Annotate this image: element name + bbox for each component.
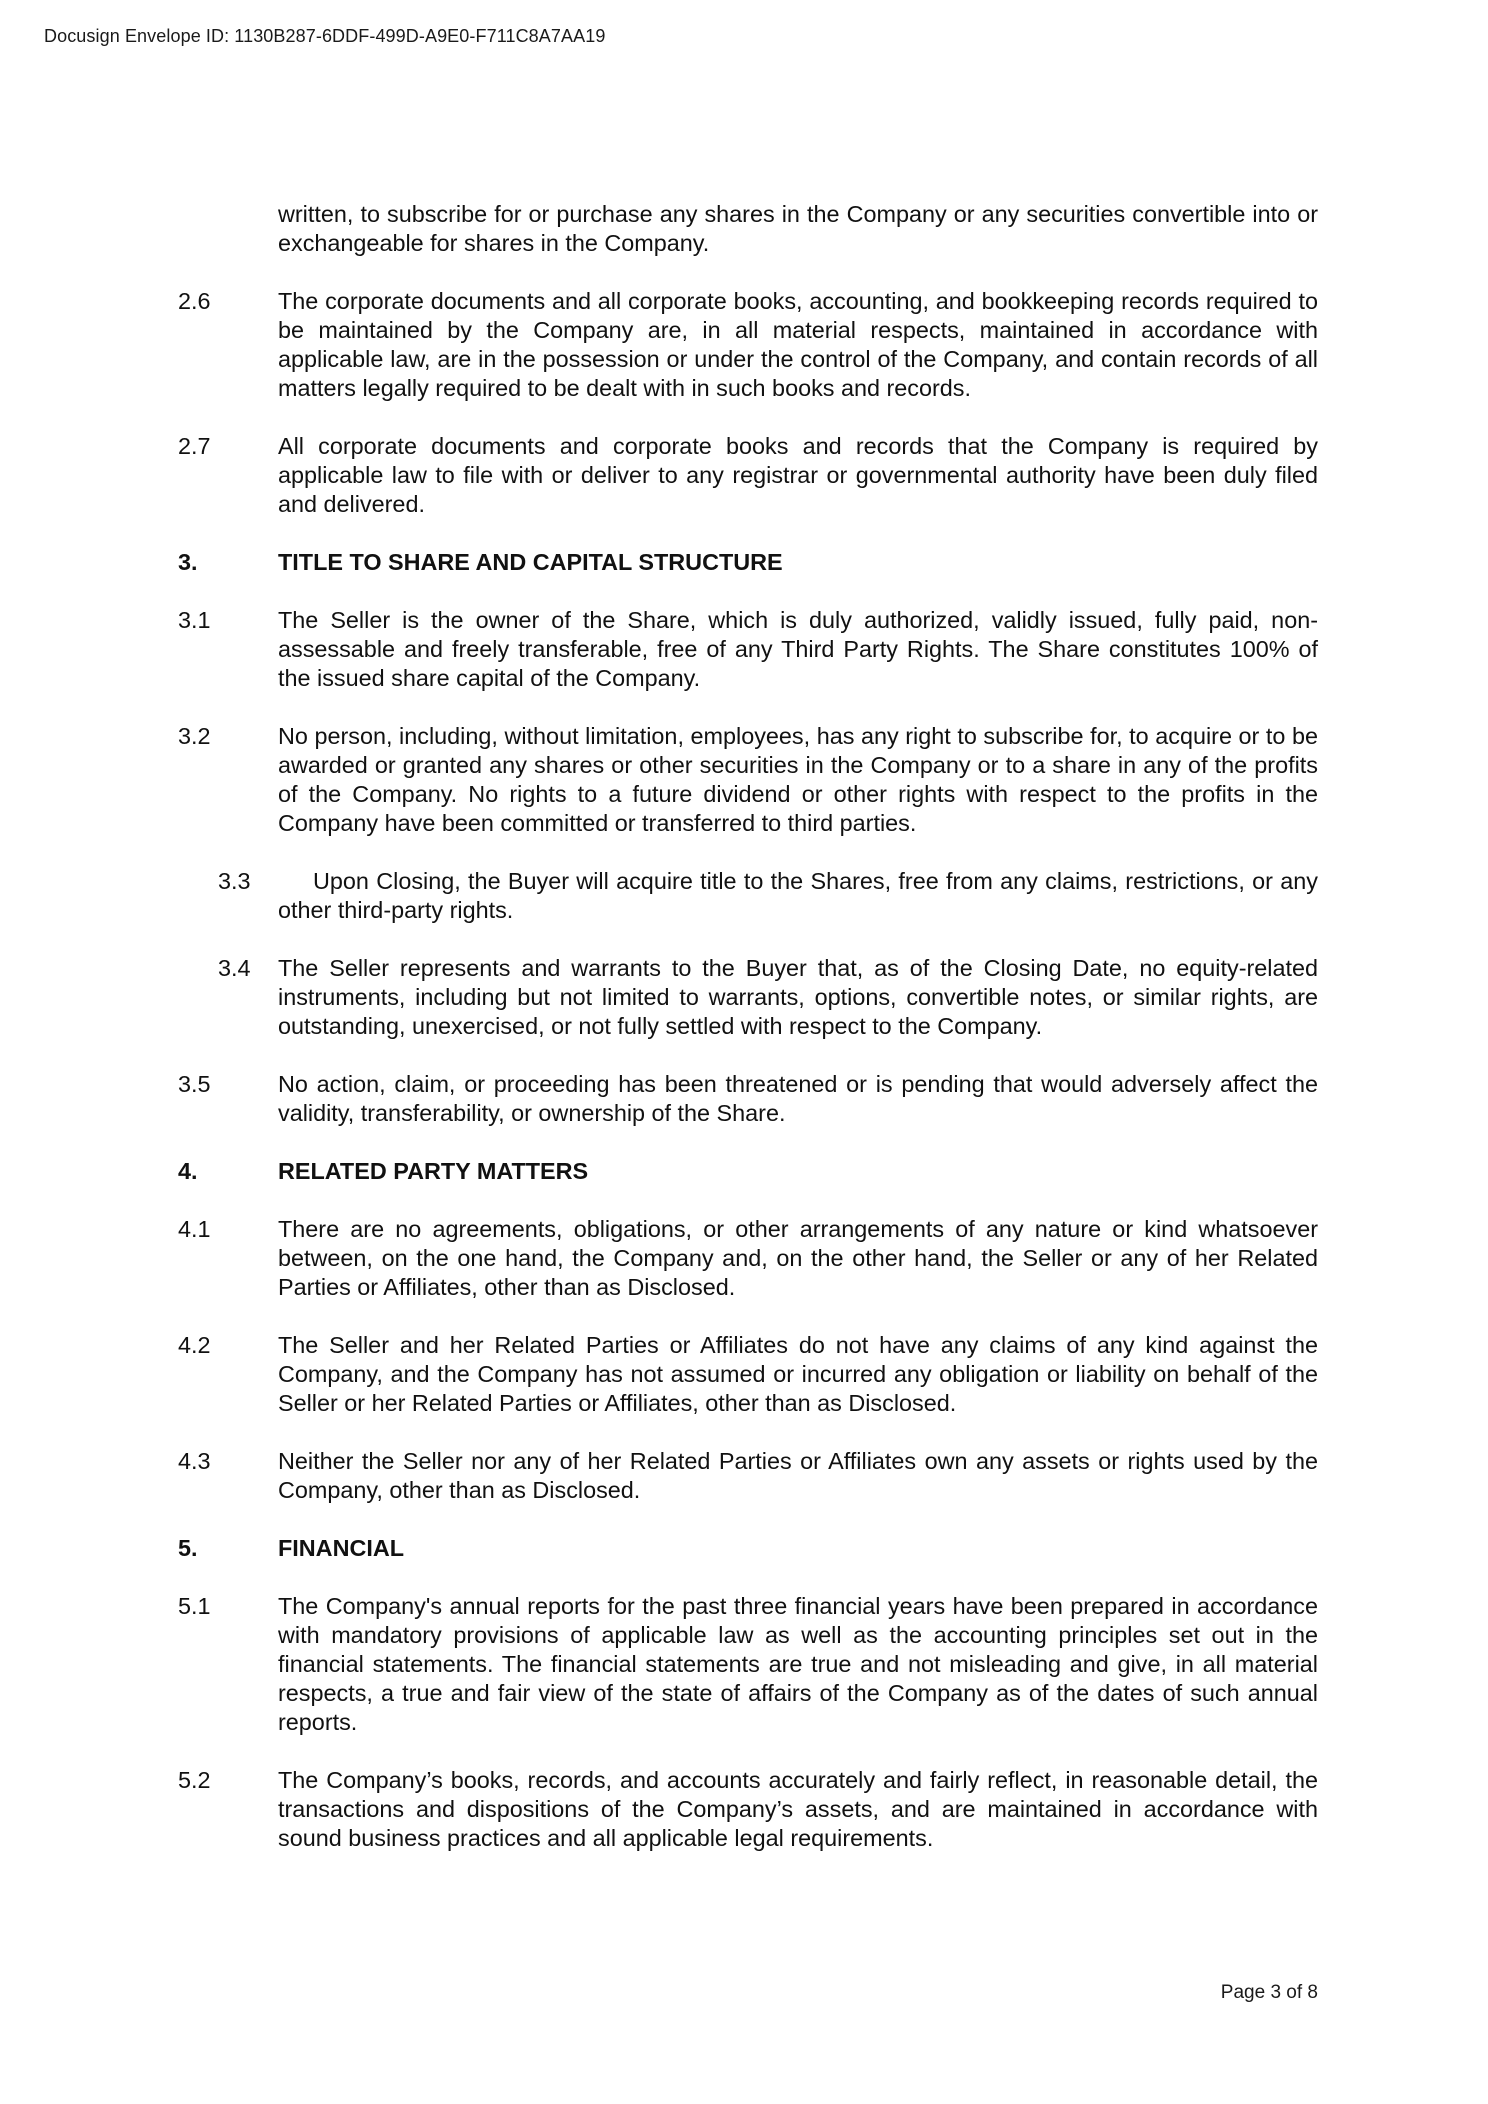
clause-number: 5.1 — [178, 1593, 211, 1619]
clause-text: No action, claim, or proceeding has been threatened or is pending that would adversely affect the validity, transferability, or ownership of the Share. — [278, 1071, 1318, 1126]
clause-3-4 — [178, 954, 1318, 1041]
clause-2-7 — [178, 432, 1318, 519]
clause-text: The Company’s books, records, and accounts accurately and fairly reflect, in reasonable detail, the transactions and dispositions of the Company’s assets, and are maintained in accordance with sound business practices and all applicable legal requirements. — [278, 1767, 1318, 1851]
clause-number: 4.2 — [178, 1332, 211, 1358]
clause-text: Neither the Seller nor any of her Related Parties or Affiliates own any assets or rights used by the Company, other than as Disclosed. — [278, 1448, 1318, 1503]
clause-5-2 — [178, 1766, 1318, 1853]
clause-number: 3.3 — [218, 868, 251, 894]
section-number: 4. — [178, 1158, 198, 1184]
clause-text: The Seller is the owner of the Share, which is duly authorized, validly issued, fully paid, non-assessable and freely transferable, free of any Third Party Rights. The Share constitutes 100% of the issued share capital of the Company. — [278, 607, 1318, 691]
section-heading-3 — [178, 548, 1318, 577]
clause-text: The Company's annual reports for the past three financial years have been prepared in accordance with mandatory provisions of applicable law as well as the accounting principles set out in the financial statements. The financial statements are true and not misleading and give, in all material respects, a true and fair view of the state of affairs of the Company as of the dates of such annual reports. — [278, 1593, 1318, 1735]
clause-text: The Seller and her Related Parties or Affiliates do not have any claims of any kind against the Company, and the Company has not assumed or incurred any obligation or liability on behalf of the Seller or her Related Parties or Affiliates, other than as Disclosed. — [278, 1332, 1318, 1416]
section-title: FINANCIAL — [278, 1535, 405, 1561]
clause-2-6 — [178, 287, 1318, 403]
clause-text: There are no agreements, obligations, or other arrangements of any nature or kind whatsoever between, on the one hand, the Company and, on the other hand, the Seller or any of her Related Parties or Affiliates, other than as Disclosed. — [278, 1216, 1318, 1300]
envelope-id: Docusign Envelope ID: 1130B287-6DDF-499D-A9E0-F711C8A7AA19 — [44, 26, 606, 46]
section-heading-5 — [178, 1534, 1318, 1563]
clause-number: 3.4 — [218, 955, 251, 981]
clause-5-1 — [178, 1592, 1318, 1737]
clause-4-3 — [178, 1447, 1318, 1505]
clause-4-2 — [178, 1331, 1318, 1418]
clause-text: All corporate documents and corporate books and records that the Company is required by applicable law to file with or deliver to any registrar or governmental authority have been duly filed and delivered. — [278, 433, 1318, 517]
clause-text: Upon Closing, the Buyer will acquire title to the Shares, free from any claims, restrictions, or any other third-party rights. — [278, 868, 1318, 923]
clause-number: 2.6 — [178, 288, 211, 314]
clause-number: 3.5 — [178, 1071, 211, 1097]
section-title: TITLE TO SHARE AND CAPITAL STRUCTURE — [278, 549, 783, 575]
clause-number: 3.2 — [178, 723, 211, 749]
clause-3-1 — [178, 606, 1318, 693]
continuation-paragraph — [178, 200, 1318, 258]
clause-text: The corporate documents and all corporate books, accounting, and bookkeeping records required to be maintained by the Company are, in all material respects, maintained in accordance with applicable law, are in the possession or under the control of the Company, and contain records of all matters legally required to be dealt with in such books and records. — [278, 288, 1318, 401]
document-body — [178, 200, 1318, 1882]
section-heading-4 — [178, 1157, 1318, 1186]
clause-number: 5.2 — [178, 1767, 211, 1793]
clause-text: No person, including, without limitation, employees, has any right to subscribe for, to acquire or to be awarded or granted any shares or other securities in the Company or to a share in any of the profits of the Company. No rights to a future dividend or other rights with respect to the profits in the Company have been committed or transferred to third parties. — [278, 723, 1318, 836]
section-title: RELATED PARTY MATTERS — [278, 1158, 589, 1184]
clause-number: 2.7 — [178, 433, 211, 459]
section-number: 5. — [178, 1535, 198, 1561]
clause-number: 4.3 — [178, 1448, 211, 1474]
clause-3-5 — [178, 1070, 1318, 1128]
clause-4-1 — [178, 1215, 1318, 1302]
page-number: Page 3 of 8 — [1220, 1982, 1318, 2003]
clause-text: written, to subscribe for or purchase any shares in the Company or any securities convertible into or exchangeable for shares in the Company. — [278, 201, 1318, 256]
clause-number: 4.1 — [178, 1216, 211, 1242]
clause-3-3 — [178, 867, 1318, 925]
section-number: 3. — [178, 549, 198, 575]
clause-text: The Seller represents and warrants to the Buyer that, as of the Closing Date, no equity-related instruments, including but not limited to warrants, options, convertible notes, or similar rights, are outstanding, unexercised, or not fully settled with respect to the Company. — [278, 955, 1318, 1039]
clause-number: 3.1 — [178, 607, 211, 633]
clause-3-2 — [178, 722, 1318, 838]
